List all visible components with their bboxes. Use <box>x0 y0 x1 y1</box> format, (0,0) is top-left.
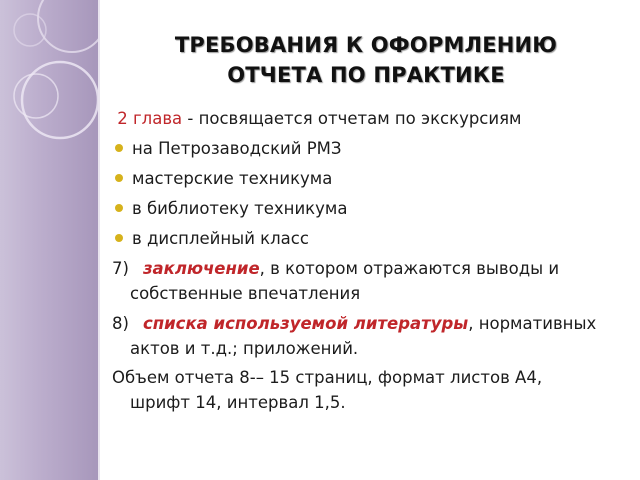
item-number: 7) <box>112 259 129 278</box>
title-line-2: ОТЧЕТА ПО ПРАКТИКЕ <box>227 63 505 87</box>
references-label: списка используемой литературы <box>142 314 469 333</box>
item-continuation: собственные впечатления <box>130 284 361 303</box>
intro-text: - посвящается отчетам по экскурсиям <box>182 109 522 128</box>
item-text: , нормативных <box>468 314 597 333</box>
decorative-side-band <box>0 0 98 480</box>
decorative-circles <box>0 0 98 480</box>
bullet-item <box>112 166 620 191</box>
bullet-item <box>112 136 620 161</box>
bullet-text: в дисплейный класс <box>132 229 309 248</box>
footer-line-2: шрифт 14, интервал 1,5. <box>130 393 346 412</box>
bullet-dot-icon <box>115 204 123 212</box>
numbered-item-8 <box>112 311 620 361</box>
footer-line-1: Объем отчета 8-– 15 страниц, формат листов А4, <box>112 368 543 387</box>
bullet-text: на Петрозаводский РМЗ <box>132 139 342 158</box>
slide-title <box>110 30 622 90</box>
bullet-item <box>112 196 620 221</box>
bullet-dot-icon <box>115 174 123 182</box>
intro-line <box>112 106 620 131</box>
bullet-item <box>112 226 620 251</box>
bullet-text: мастерские техникума <box>132 169 333 188</box>
bullet-text: в библиотеку техникума <box>132 199 348 218</box>
chapter-label: 2 глава <box>117 109 183 128</box>
conclusion-label: заключение <box>142 259 260 278</box>
title-line-1: ТРЕБОВАНИЯ К ОФОРМЛЕНИЮ <box>174 33 558 57</box>
report-requirements <box>112 365 620 415</box>
item-text: , в котором отражаются выводы и <box>259 259 560 278</box>
bullet-dot-icon <box>115 144 123 152</box>
item-continuation: актов и т.д.; приложений. <box>130 339 359 358</box>
side-band-edge <box>98 0 100 480</box>
bullet-dot-icon <box>115 234 123 242</box>
numbered-item-7 <box>112 256 620 306</box>
item-number: 8) <box>112 314 129 333</box>
slide-body <box>112 106 620 415</box>
